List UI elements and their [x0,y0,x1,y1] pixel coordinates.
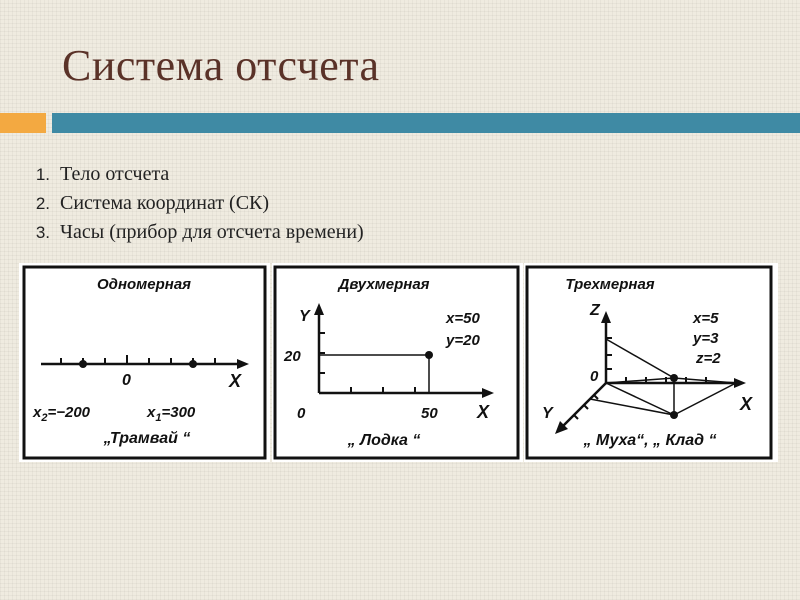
origin-label: 0 [297,405,306,422]
panel-caption: „ Муха“, „ Клад “ [583,432,717,449]
point-fly [670,374,678,382]
y-axis-label: Y [299,308,310,325]
x1-label: $x_1=300$ [147,404,196,424]
point-x1 [189,360,197,368]
list-item [0,221,364,250]
x-axis-arrow [482,388,494,398]
panel-frame [275,267,518,458]
list-text: Часы (прибор для отсчета времени) [60,221,364,243]
panel-caption: „ Лодка “ [347,432,421,449]
z-axis-label: Z [590,302,600,319]
coord-z-label: z=2 [696,350,721,367]
accent-bar-teal [52,113,800,133]
coord-x-label: x=50 [446,310,480,327]
panel-title: Одномерная [97,276,191,293]
list-number: 1. [35,165,50,184]
list-number: 2. [35,194,50,213]
panel-two-dimensional [272,263,523,462]
panel-title: Трехмерная [565,276,655,293]
panel-caption: „Трамвай “ [103,430,191,447]
coord-y-label: y=3 [693,330,719,347]
panel-one-dimensional [19,263,270,462]
panel-title: Двухмерная [338,276,430,293]
numbered-list [0,163,364,250]
coord-y-label: y=20 [446,332,480,349]
three-dimensional-diagram [524,263,778,462]
list-text: Тело отсчета [60,163,170,185]
origin-label: 0 [122,372,131,389]
list-item [0,192,364,221]
two-dimensional-diagram [272,263,523,462]
list-item [0,163,364,192]
accent-bar-orange [0,113,46,133]
coord-x-label: x=5 [693,310,719,327]
z-axis-arrow [601,311,611,323]
point-treasure [670,411,678,419]
x-axis-label: X [477,402,490,422]
y-axis-arrow [314,303,324,315]
list-number: 3. [35,223,50,242]
x-axis-arrow [237,359,249,369]
list-text: Система координат (СК) [60,192,270,214]
point-boat [425,351,433,359]
y-axis-label: Y [542,405,553,422]
one-dimensional-diagram [19,263,270,462]
x-axis-label: X [229,371,242,391]
origin-label: 0 [590,368,599,385]
x-axis-label: X [740,394,753,414]
panel-three-dimensional [524,263,778,462]
slide-title: Система отсчета [62,41,380,90]
point-x2 [79,360,87,368]
x2-label: $x_2=-200$ [33,404,91,424]
x-tick-label: 50 [421,405,438,422]
y-tick-label: 20 [284,348,301,365]
axis-ticks [319,333,415,393]
